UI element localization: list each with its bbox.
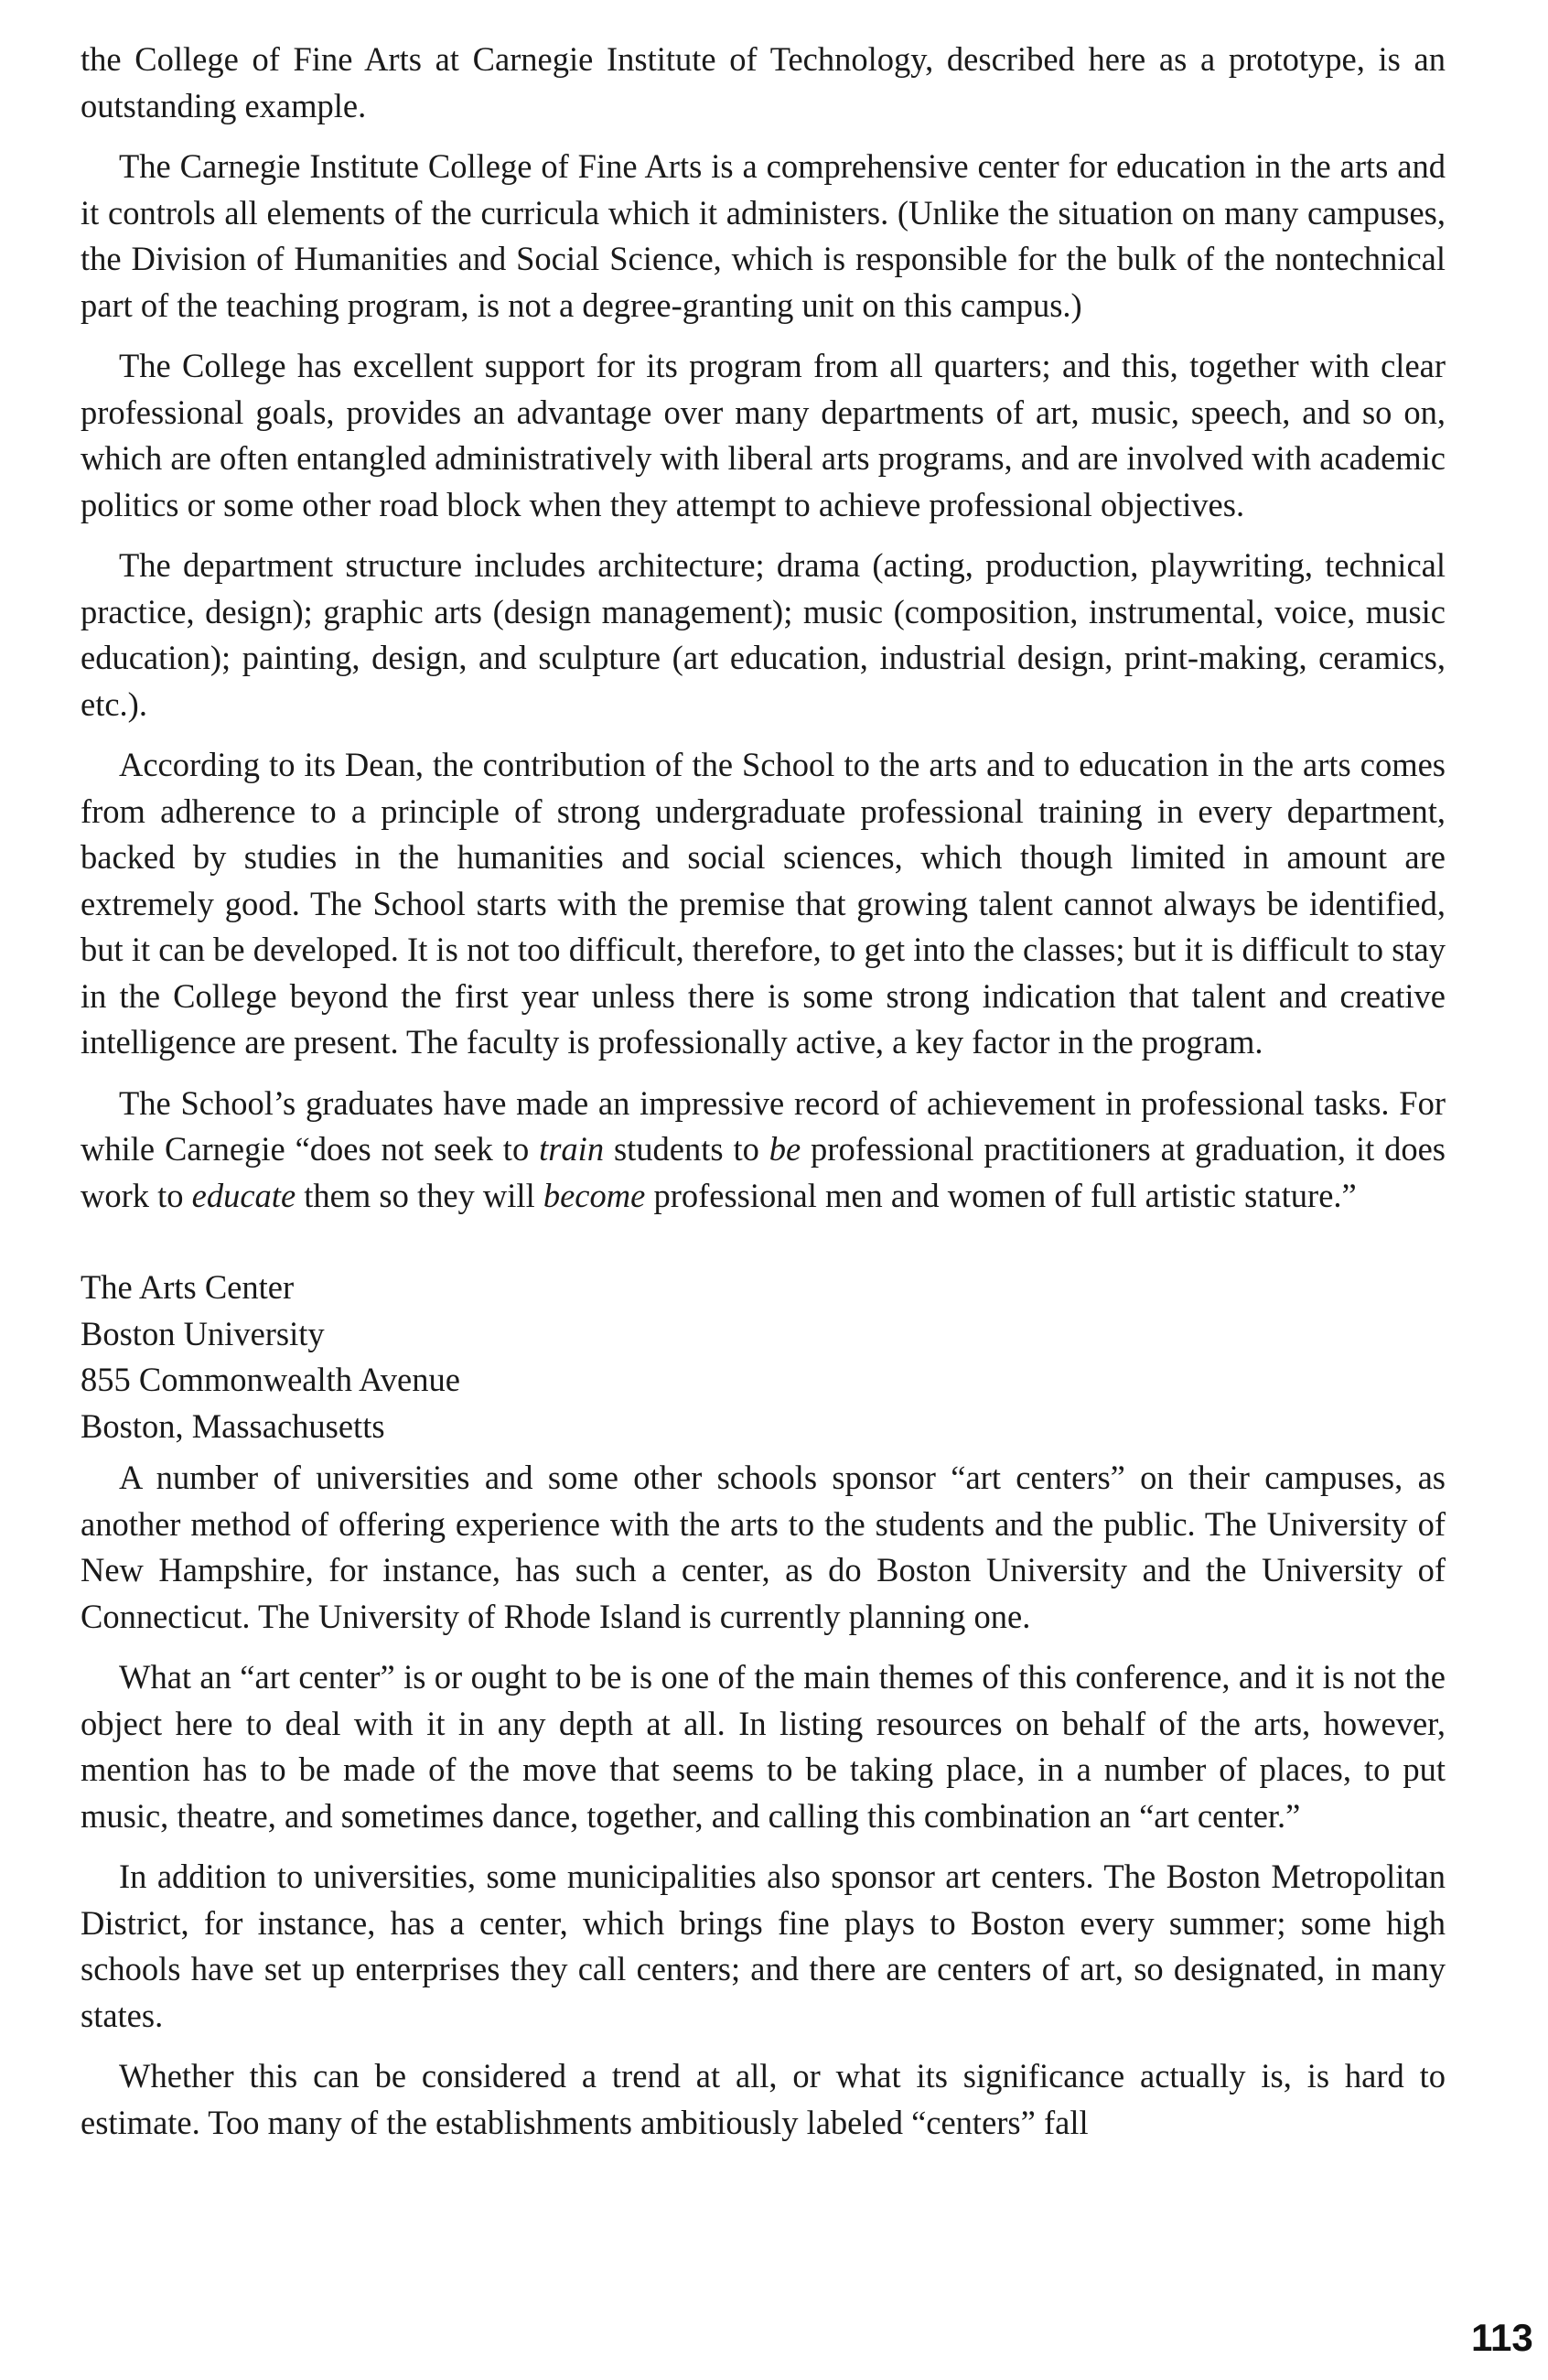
graduates-text-5: professional men and women of full artistic stature.” — [645, 1176, 1357, 1214]
paragraph-trend: Whether this can be considered a trend at all, or what its significance actually is, is hard to estimate. Too many of the establishments ambitiously labeled “centers” fall — [81, 2057, 1446, 2141]
graduates-text-3: professional practitioners at graduation, it does work to — [81, 1130, 1446, 1214]
paragraph-college-support: The College has excellent support for its program from all quarters; and this, together with clear professional goals, provides an advantage over many departments of art, music, speech, and so on, which are often entangled administratively with liberal arts programs, and are involved with academic politics or some other road block when they attempt to achieve professional objectives. — [81, 347, 1446, 523]
page-body — [81, 37, 1446, 2160]
address-line-city: Boston, Massachusetts — [81, 1406, 385, 1445]
emphasis-educate: educate — [191, 1176, 296, 1214]
paragraph-carnegie-intro: the College of Fine Arts at Carnegie Institute of Technology, described here as a prototype, is an outstanding example. — [81, 40, 1446, 124]
address-line-street: 855 Commonwealth Avenue — [81, 1361, 460, 1398]
page-number: 113 — [1471, 2316, 1533, 2359]
graduates-text-2: students to — [604, 1130, 769, 1168]
paragraph-what-art-center: What an “art center” is or ought to be is one of the main themes of this conference, and it is not the object here to deal with it in any depth at all. In listing resources on behalf of the arts, however, mention has to be made of the move that seems to be taking place, in a number of places, to put music, theatre, and sometimes dance, together, and calling this combination an “art center.” — [81, 1658, 1446, 1835]
paragraph-dean-contribution: According to its Dean, the contribution of the School to the arts and to education in the arts comes from adherence to a principle of strong undergraduate professional training in every department, backed by studies in the humanities and social sciences, which though limited in amount are extremely good. The School starts with the premise that growing talent cannot always be identified, but it can be developed. It is not too difficult, therefore, to get into the classes; but it is difficult to stay in the College beyond the first year unless there is some strong indication that talent and creative intelligence are present. The faculty is professionally active, a key factor in the program. — [81, 746, 1446, 1061]
graduates-text-1: The School’s graduates have made an impressive record of achievement in professional tasks. For while Carnegie “does not seek to — [81, 1083, 1446, 1168]
paragraph-carnegie-college: The Carnegie Institute College of Fine Arts is a comprehensive center for education in the arts and it controls all elements of the curricula which it administers. (Unlike the situation on many campuses, the Division of Humanities and Social Science, which is responsible for the bulk of the nontechnical part of the teaching program, is not a degree-granting unit on this campus.) — [81, 147, 1446, 324]
emphasis-be: be — [769, 1130, 801, 1168]
address-line-institution: Boston University — [81, 1314, 325, 1352]
emphasis-train: train — [539, 1130, 605, 1168]
paragraph-graduates — [81, 1081, 1446, 1220]
address-line-name: The Arts Center — [81, 1268, 295, 1306]
emphasis-become: become — [543, 1176, 646, 1214]
graduates-text-4: them so they will — [296, 1176, 543, 1214]
paragraph-department-structure: The department structure includes architecture; drama (acting, production, playwriting, technical practice, design); graphic arts (design management); music (composition, instrumental, voice, music education); painting, design, and sculpture (art education, industrial design, print-making, ceramics, etc.). — [81, 546, 1446, 723]
arts-center-address — [81, 1265, 1446, 1449]
paragraph-art-centers: A number of universities and some other schools sponsor “art centers” on their campuses, as another method of offering experience with the arts to the students and the public. The University of New Hampshire, for instance, has such a center, as do Boston University and the University of Connecticut. The University of Rhode Island is currently planning one. — [81, 1459, 1446, 1635]
paragraph-municipalities: In addition to universities, some municipalities also sponsor art centers. The Boston Metropolitan District, for instance, has a center, which brings fine plays to Boston every summer; some high schools have set up enterprises they call centers; and there are centers of art, so designated, in many states. — [81, 1858, 1446, 2034]
